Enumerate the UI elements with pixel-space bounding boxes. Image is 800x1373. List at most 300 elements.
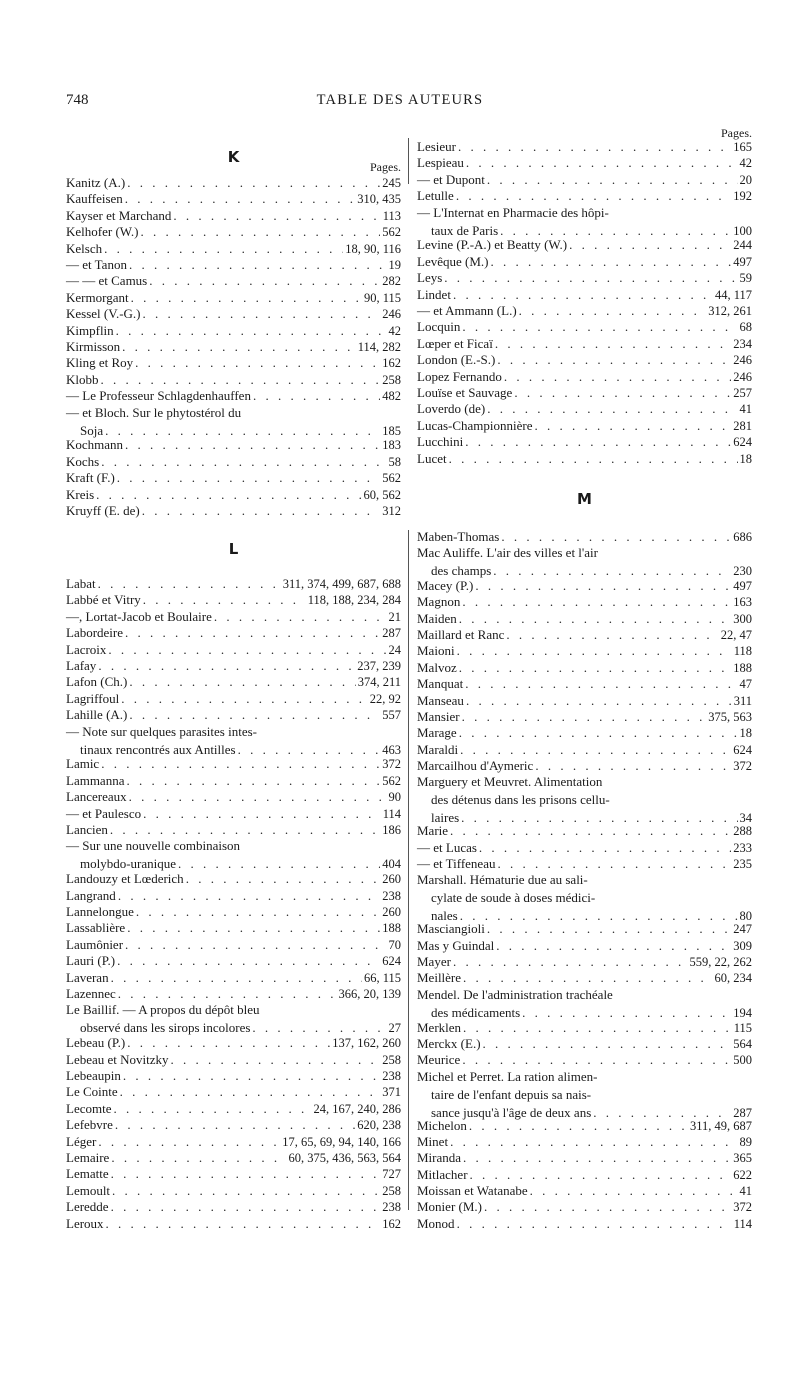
entry-pages: 70 <box>388 937 401 952</box>
entry-pages: 24, 167, 240, 286 <box>313 1101 401 1116</box>
index-entry <box>66 608 401 624</box>
pages-label: Pages. <box>721 126 752 140</box>
section-letter-k: K <box>227 148 240 166</box>
index-entry <box>66 723 401 756</box>
entry-pages: 42 <box>388 323 401 338</box>
entry-pages: 162 <box>382 356 401 371</box>
entry-pages: 287 <box>382 626 401 641</box>
entry-name: — et Dupont <box>417 171 485 187</box>
dot-leader <box>101 453 386 471</box>
entry-pages: 311, 49, 687 <box>689 1118 752 1133</box>
dot-leader <box>457 1215 732 1233</box>
index-entry <box>66 969 401 985</box>
index-entry <box>417 839 752 855</box>
index-entry <box>417 692 752 708</box>
dot-leader <box>444 269 737 287</box>
index-entry <box>417 187 752 203</box>
index-entry <box>417 171 752 187</box>
entry-name: — et Ammann (L.) <box>417 303 517 318</box>
entry-pages: 162 <box>382 1216 401 1231</box>
entry-pages: 557 <box>382 708 401 723</box>
index-entry <box>66 486 401 502</box>
entry-pages: 287 <box>733 1105 752 1120</box>
index-entry <box>66 190 401 206</box>
entry-pages: 19 <box>388 258 401 272</box>
entry-pages: 21 <box>388 609 401 624</box>
index-entry <box>66 1165 401 1181</box>
entry-pages: 18 <box>739 726 752 741</box>
entry-pages: 282 <box>382 274 401 289</box>
entry-pages: 185 <box>382 423 401 438</box>
entry-name: Masciangioli <box>417 921 485 937</box>
entry-name: Lindet <box>417 286 451 302</box>
entry-name: Meurice <box>417 1052 461 1068</box>
entry-pages: 620, 238 <box>357 1118 401 1133</box>
entry-pages: 90, 115 <box>363 290 401 305</box>
entry-pages: 100 <box>733 223 752 238</box>
entry-pages: 113 <box>382 208 401 223</box>
entry-pages: 300 <box>733 611 752 626</box>
entry-name: Locquin <box>417 319 461 335</box>
index-entry <box>417 269 752 285</box>
entry-name: Klobb <box>66 371 99 387</box>
index-entry <box>417 708 752 724</box>
entry-pages: 59 <box>739 271 752 286</box>
index-entry <box>417 1051 752 1067</box>
entry-pages: 562 <box>382 225 401 240</box>
index-entry <box>417 302 752 318</box>
dot-leader <box>111 969 362 987</box>
entry-pages: 192 <box>733 189 752 204</box>
entry-name: Manquat <box>417 676 464 692</box>
entry-continuation: taux de Paris <box>431 222 499 238</box>
dot-leader <box>469 1117 688 1135</box>
entry-name: Lancereaux <box>66 789 127 805</box>
index-entry <box>66 404 401 437</box>
entry-name: Lamic <box>66 756 100 772</box>
entry-name: Labordeire <box>66 625 124 641</box>
index-entry <box>66 1133 401 1149</box>
dot-leader <box>465 433 731 451</box>
entry-name: Lucas-Championnière <box>417 417 533 433</box>
column-divider <box>408 530 409 1210</box>
index-entry <box>66 174 401 190</box>
index-entry <box>66 223 401 239</box>
index-entry <box>66 772 401 788</box>
dot-leader <box>135 354 380 372</box>
index-entry <box>417 253 752 269</box>
entry-pages: 27 <box>388 1021 401 1036</box>
index-entry <box>417 741 752 757</box>
entry-name: Leredde <box>66 1199 109 1215</box>
index-entry <box>417 384 752 400</box>
dot-leader <box>253 387 380 405</box>
dot-leader <box>514 384 731 402</box>
page-header <box>0 92 800 112</box>
entry-pages: 622 <box>733 1167 752 1182</box>
dot-leader <box>129 706 380 724</box>
section-letter-m: M <box>577 490 592 508</box>
index-entry <box>417 626 752 642</box>
entry-pages: 371 <box>382 1085 401 1100</box>
dot-leader <box>501 528 731 546</box>
entry-name: Marshall. Hématurie due au sali- <box>417 872 588 888</box>
index-entry <box>417 642 752 658</box>
entry-name: Landouzy et Lœderich <box>66 871 184 887</box>
entry-name: Monier (M.) <box>417 1199 482 1215</box>
entry-continuation: tinaux rencontrés aux Antilles <box>80 741 236 757</box>
index-entry <box>417 920 752 936</box>
dot-leader <box>449 450 738 468</box>
dot-leader <box>462 593 731 611</box>
entry-name: Lebeau (P.) <box>66 1035 126 1051</box>
index-entry <box>66 952 401 968</box>
index-entry <box>417 953 752 969</box>
dot-leader <box>463 1019 732 1037</box>
entry-name: Kreis <box>66 486 95 502</box>
entry-name: Levine (P.-A.) et Beatty (W.) <box>417 237 568 253</box>
entry-name: Macey (P.) <box>417 578 474 594</box>
index-entry <box>417 1166 752 1182</box>
entry-name: Michelon <box>417 1117 467 1133</box>
entry-pages: 80 <box>739 909 752 924</box>
entry-pages: 34 <box>739 811 752 826</box>
index-entry <box>66 755 401 771</box>
dot-leader <box>497 855 731 873</box>
dot-leader <box>136 903 380 921</box>
dot-leader <box>116 322 387 340</box>
index-entry <box>417 610 752 626</box>
index-entry <box>417 1019 752 1035</box>
entry-pages: 188 <box>382 921 401 936</box>
entry-name: Manseau <box>417 692 464 708</box>
entry-name: Laveran <box>66 969 109 985</box>
dot-leader <box>459 724 738 742</box>
entry-name: Mitlacher <box>417 1166 468 1182</box>
index-entry <box>66 436 401 452</box>
entry-name: Maiden <box>417 610 457 626</box>
dot-leader <box>127 919 380 937</box>
entry-pages: 497 <box>733 579 752 594</box>
entry-name: Lannelongue <box>66 904 134 919</box>
entry-pages: 235 <box>733 857 752 871</box>
entry-name: Lazennec <box>66 986 116 1001</box>
index-entry <box>417 577 752 593</box>
dot-leader <box>463 1149 731 1167</box>
dot-leader <box>101 755 380 773</box>
entry-pages: 258 <box>382 1183 401 1198</box>
entry-pages: 624 <box>733 742 752 757</box>
dot-leader <box>111 1165 381 1183</box>
index-entry <box>66 706 401 722</box>
dot-leader <box>101 371 381 389</box>
entry-name: Merklen <box>417 1019 462 1035</box>
entry-name: Kessel (V.-G.) <box>66 306 141 322</box>
entry-pages: 404 <box>382 857 401 872</box>
entry-name: Maben-Thomas <box>417 529 500 544</box>
entry-pages: 257 <box>733 386 752 400</box>
dot-leader <box>535 757 731 775</box>
entry-name: — L'Internat en Pharmacie des hôpi- <box>417 204 609 220</box>
index-entry <box>417 773 752 826</box>
index-entry <box>66 673 401 689</box>
entry-name: Lacroix <box>66 641 107 657</box>
index-entry <box>417 318 752 334</box>
entry-name: —, Lortat-Jacob et Boulaire <box>66 608 212 624</box>
dot-leader <box>125 436 380 454</box>
dot-leader <box>475 577 731 595</box>
entry-pages: 238 <box>382 888 401 903</box>
entry-name: Lassablière <box>66 920 126 936</box>
entry-name: — Sur une nouvelle combinaison <box>66 838 241 854</box>
index-entry <box>417 368 752 384</box>
entry-name: Léger <box>66 1133 97 1149</box>
entry-name: Kauffeisen <box>66 191 123 207</box>
entry-pages: 44, 117 <box>714 287 752 302</box>
entry-continuation: des champs <box>431 563 492 579</box>
entry-pages: 244 <box>733 238 752 253</box>
dot-leader <box>113 1100 311 1118</box>
entry-pages: 497 <box>733 254 752 269</box>
entry-continuation: nales <box>431 908 458 924</box>
dot-leader <box>173 207 380 225</box>
entry-pages: 114 <box>382 806 401 821</box>
entry-name: Kanitz (A.) <box>66 175 126 190</box>
entry-continuation: des médicaments <box>431 1004 521 1020</box>
entry-name: Lahille (A.) <box>66 707 128 723</box>
entry-pages: 188 <box>733 660 752 675</box>
index-entry <box>66 453 401 469</box>
entry-name: Kelsch <box>66 240 103 256</box>
dot-leader <box>457 642 732 660</box>
index-entry <box>66 1100 401 1116</box>
index-entry <box>417 724 752 740</box>
dot-leader <box>479 839 731 857</box>
index-entry <box>417 528 752 544</box>
entry-name: Le Cointe <box>66 1084 118 1100</box>
dot-leader <box>111 1198 381 1216</box>
entry-pages: 17, 65, 69, 94, 140, 166 <box>282 1134 401 1149</box>
entry-pages: 562 <box>382 471 401 486</box>
dot-leader <box>450 822 731 840</box>
entry-pages: 258 <box>382 1052 401 1067</box>
index-entry <box>66 387 401 403</box>
entry-name: Maraldi <box>417 741 459 757</box>
entry-name: Loverdo (de) <box>417 401 486 417</box>
dot-leader <box>470 1166 732 1184</box>
dot-leader <box>506 626 718 644</box>
entry-name: Leys <box>417 270 443 286</box>
dot-leader <box>131 289 362 307</box>
entry-name: Lespieau <box>417 155 464 171</box>
dot-leader <box>121 690 368 708</box>
index-entry <box>417 433 752 449</box>
entry-name: Lœper et Ficaï <box>417 335 493 351</box>
index-entry <box>417 1215 752 1231</box>
dot-leader <box>459 659 732 677</box>
entry-pages: 233 <box>733 840 752 855</box>
dot-leader <box>462 318 737 336</box>
index-entry <box>417 1149 752 1165</box>
entry-pages: 281 <box>733 418 752 433</box>
entry-name: — et Paulesco <box>66 805 142 821</box>
dot-leader <box>497 351 731 369</box>
index-entry <box>66 338 401 354</box>
entry-name: Louïse et Sauvage <box>417 385 513 400</box>
dot-leader <box>115 1116 355 1134</box>
dot-leader <box>456 187 731 205</box>
index-entry <box>66 821 401 837</box>
entry-name: Meillère <box>417 970 462 986</box>
dot-leader <box>117 469 380 487</box>
dot-leader <box>519 302 707 320</box>
entry-name: Mayer <box>417 954 451 970</box>
entry-pages: 312, 261 <box>708 304 752 318</box>
entry-name: Lopez Fernando <box>417 368 502 384</box>
index-entry <box>66 575 401 591</box>
entry-name: Labbé et Vitry <box>66 592 141 608</box>
index-entry <box>66 1051 401 1067</box>
dot-leader <box>125 936 386 954</box>
entry-name: Laumônier <box>66 936 124 952</box>
index-entry <box>66 690 401 706</box>
entry-pages: 234 <box>733 336 752 351</box>
entry-name: Marie <box>417 823 449 839</box>
index-entry <box>417 757 752 773</box>
index-entry <box>417 351 752 367</box>
entry-pages: 118, 188, 234, 284 <box>307 593 401 608</box>
dot-leader <box>123 1067 380 1085</box>
entry-name: Kruyff (E. de) <box>66 503 140 518</box>
pages-label: Pages. <box>370 160 401 174</box>
entry-continuation: Soja <box>80 422 104 438</box>
entry-name: Lemoult <box>66 1182 111 1198</box>
index-entry <box>66 919 401 935</box>
entry-pages: 260 <box>382 872 401 887</box>
index-entry <box>417 1198 752 1214</box>
entry-pages: 310, 435 <box>357 192 401 207</box>
entry-name: — et Tiffeneau <box>417 856 496 871</box>
entry-name: — Le Professeur Schlagdenhauffen <box>66 388 251 404</box>
entry-name: Lesieur <box>417 139 456 154</box>
entry-name: — et Bloch. Sur le phytostérol du <box>66 404 242 420</box>
entry-pages: 58 <box>388 454 401 469</box>
entry-name: Kling et Roy <box>66 355 134 371</box>
dot-leader <box>98 657 355 675</box>
index-entry <box>417 1117 752 1133</box>
index-entry <box>66 624 401 640</box>
entry-pages: 372 <box>733 1200 752 1215</box>
index-entry <box>66 502 401 518</box>
dot-leader <box>125 190 355 208</box>
entry-pages: 500 <box>733 1053 752 1068</box>
dot-leader <box>106 1215 381 1233</box>
entry-name: Marage <box>417 725 457 741</box>
entry-pages: 245 <box>382 176 401 190</box>
index-entry <box>417 204 752 237</box>
entry-name: — et Tanon <box>66 257 127 272</box>
entry-pages: 18, 90, 116 <box>345 241 401 256</box>
index-entry <box>66 469 401 485</box>
entry-name: Kirmisson <box>66 339 121 354</box>
entry-pages: 463 <box>382 742 401 757</box>
entry-pages: 624 <box>733 435 752 450</box>
index-entry <box>417 871 752 924</box>
entry-name: Mendel. De l'administration trachéale <box>417 986 613 1002</box>
entry-name: Kimpflin <box>66 322 114 338</box>
entry-name: Lucet <box>417 450 447 466</box>
entry-name: Le Baillif. — A propos du dépôt bleu <box>66 1002 260 1018</box>
entry-name: — Note sur quelques parasites intes- <box>66 723 257 739</box>
index-entry <box>66 1083 401 1099</box>
section-letter-l: L <box>228 540 239 558</box>
index-entry <box>66 207 401 223</box>
entry-name: Letulle <box>417 188 454 204</box>
entry-name: — et Lucas <box>417 839 477 855</box>
index-entry <box>66 1198 401 1214</box>
entry-pages: 372 <box>382 757 401 772</box>
entry-pages: 686 <box>733 530 752 544</box>
entry-name: Lauri (P.) <box>66 953 116 969</box>
entry-pages: 68 <box>739 320 752 335</box>
index-entry <box>66 1215 401 1231</box>
index-entry <box>417 1182 752 1198</box>
entry-continuation: laires <box>431 810 460 826</box>
dot-leader <box>453 286 713 304</box>
entry-name: Marcailhou d'Aymeric <box>417 757 534 773</box>
index-entry <box>66 256 401 272</box>
dot-leader <box>110 821 380 839</box>
entry-name: Lafay <box>66 658 97 673</box>
entry-continuation: observé dans les sirops incolores <box>80 1020 251 1036</box>
entry-name: Monod <box>417 1215 455 1231</box>
entry-pages: 183 <box>382 438 401 453</box>
index-entry <box>66 1182 401 1198</box>
entry-pages: 42 <box>739 156 752 171</box>
index-entry <box>417 286 752 302</box>
dot-leader <box>129 788 387 806</box>
entry-pages: 237, 239 <box>357 659 401 673</box>
index-entry <box>417 154 752 170</box>
dot-leader <box>535 417 732 435</box>
entry-name: Levêque (M.) <box>417 253 489 269</box>
entry-name: Labat <box>66 576 96 591</box>
entry-pages: 60, 375, 436, 563, 564 <box>288 1151 401 1165</box>
dot-leader <box>450 1133 737 1151</box>
entry-continuation: des détenus dans les prisons cellu- <box>431 792 610 808</box>
entry-pages: 47 <box>739 677 752 692</box>
entry-name: Malvoz <box>417 659 457 675</box>
index-entry <box>66 371 401 387</box>
entry-name: Moissan et Watanabe <box>417 1183 528 1198</box>
entry-pages: 372 <box>733 758 752 773</box>
index-entry <box>417 937 752 953</box>
index-entry <box>66 985 401 1001</box>
entry-pages: 18 <box>739 451 752 466</box>
dot-leader <box>129 256 387 274</box>
dot-leader <box>129 673 355 691</box>
entry-pages: 90 <box>388 790 401 805</box>
entry-pages: 114, 282 <box>357 340 401 354</box>
dot-leader <box>569 236 731 254</box>
entry-pages: 311, 374, 499, 687, 688 <box>282 577 401 591</box>
index-entry <box>66 305 401 321</box>
dot-leader <box>127 1034 330 1052</box>
entry-continuation: cylate de soude à doses médici- <box>431 890 596 906</box>
dot-leader <box>462 1051 731 1069</box>
entry-name: Leroux <box>66 1215 104 1231</box>
entry-continuation: molybdo-uranique <box>80 856 177 872</box>
